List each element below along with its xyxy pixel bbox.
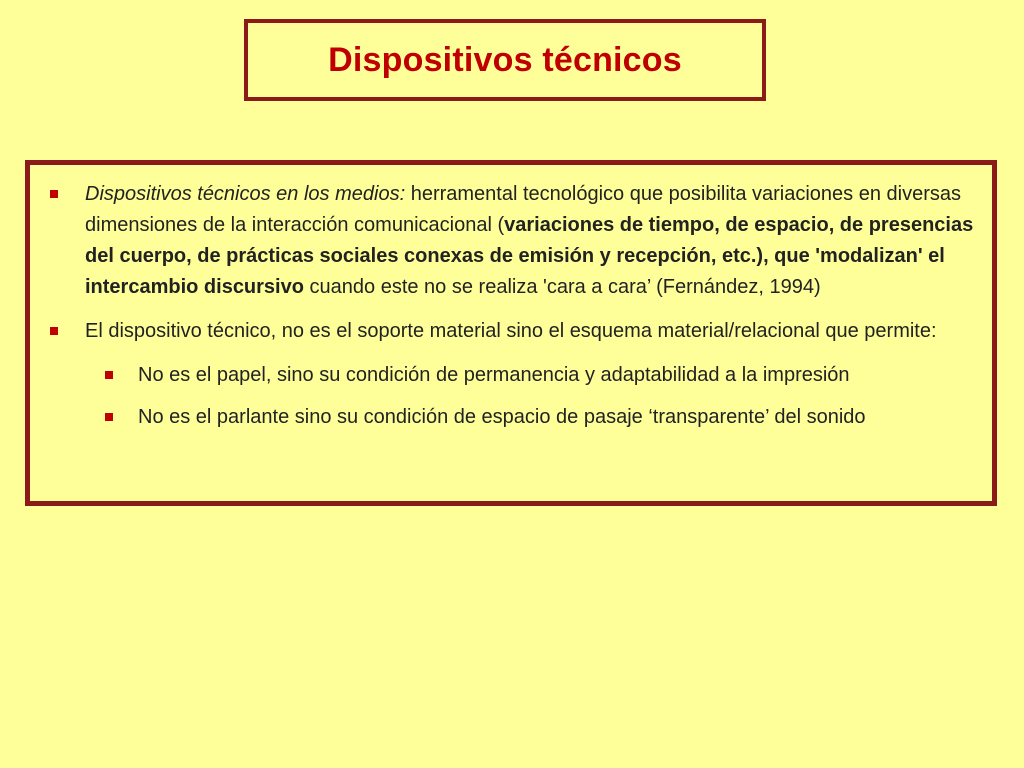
title-box xyxy=(244,19,766,101)
sub-bullet-item-1 xyxy=(48,360,976,391)
bullet-2-text: El dispositivo técnico, no es el soporte material sino el esquema material/relacional que permite: xyxy=(85,320,937,342)
slide-title: Dispositivos técnicos xyxy=(328,40,682,79)
bullet-1-italic-intro: Dispositivos técnicos en los medios: xyxy=(85,183,406,205)
sub-bullet-1-text: No es el papel, sino su condición de permanencia y adaptabilidad a la impresión xyxy=(138,364,850,386)
bullet-1-bold-text: variaciones de tiempo, de espacio, de presencias del cuerpo, de prácticas sociales conexas de emisión y recepción, etc.), que 'modalizan' el intercambio discursivo xyxy=(85,214,974,298)
bullet-1-text-b: cuando este no se realiza 'cara a cara’ (Fernández, 1994) xyxy=(303,276,821,298)
sub-bullet-2-text: No es el parlante sino su condición de espacio de pasaje ‘transparente’ del sonido xyxy=(138,406,866,428)
content-box xyxy=(25,160,997,506)
bullet-item-2 xyxy=(48,316,976,347)
sub-bullet-item-2 xyxy=(48,402,976,433)
square-bullet-icon xyxy=(105,371,113,379)
bullet-item-1 xyxy=(48,179,976,303)
bullet-1-text-a: herramental tecnológico que posibilita variaciones en diversas dimensiones de la interacción comunicacional ( xyxy=(85,183,962,236)
square-bullet-icon xyxy=(50,190,58,198)
square-bullet-icon xyxy=(105,413,113,421)
square-bullet-icon xyxy=(50,327,58,335)
